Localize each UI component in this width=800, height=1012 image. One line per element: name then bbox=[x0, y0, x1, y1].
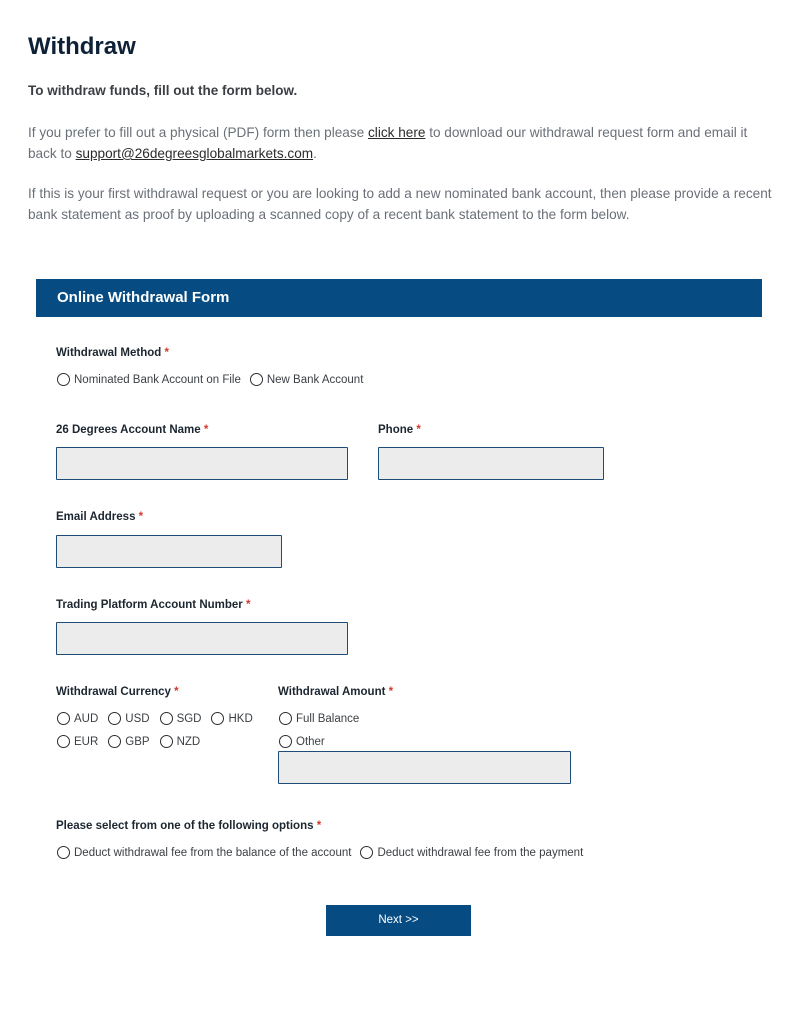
fee-option-label-text: Please select from one of the following options bbox=[56, 820, 314, 832]
phone-input[interactable] bbox=[378, 447, 604, 480]
currency-label bbox=[56, 686, 179, 698]
radio-sgd[interactable] bbox=[160, 712, 202, 725]
trading-account-label bbox=[56, 599, 250, 611]
radio-nzd[interactable] bbox=[160, 735, 201, 748]
withdrawal-method-label-text: Withdrawal Method bbox=[56, 347, 162, 359]
required-mark: * bbox=[164, 347, 169, 359]
radio-circle[interactable] bbox=[279, 735, 292, 748]
radio-aud[interactable] bbox=[57, 712, 98, 725]
amount-label-text: Withdrawal Amount bbox=[278, 686, 386, 698]
account-name-input[interactable] bbox=[56, 447, 348, 480]
radio-label: Nominated Bank Account on File bbox=[74, 373, 241, 386]
radio-fee-from-payment[interactable] bbox=[360, 846, 583, 859]
amount-option-full bbox=[279, 712, 369, 725]
radio-label: USD bbox=[125, 712, 150, 725]
account-name-label-text: 26 Degrees Account Name bbox=[56, 424, 201, 436]
radio-label: GBP bbox=[125, 735, 150, 748]
radio-circle[interactable] bbox=[160, 735, 173, 748]
required-mark: * bbox=[316, 820, 322, 832]
radio-new-bank[interactable] bbox=[250, 373, 364, 386]
support-email-link[interactable]: support@26degreesglobalmarkets.com bbox=[75, 146, 314, 161]
radio-label: Other bbox=[296, 735, 325, 748]
radio-usd[interactable] bbox=[108, 712, 149, 725]
radio-label: EUR bbox=[74, 735, 99, 748]
page-title: Withdraw bbox=[28, 33, 136, 60]
radio-label: AUD bbox=[74, 712, 99, 725]
pdf-form-paragraph bbox=[28, 122, 778, 164]
radio-label: Full Balance bbox=[296, 712, 360, 725]
account-name-label bbox=[56, 424, 208, 436]
radio-label: Deduct withdrawal fee from the payment bbox=[377, 846, 584, 859]
amount-label bbox=[278, 686, 393, 698]
radio-circle[interactable] bbox=[57, 846, 70, 859]
radio-circle[interactable] bbox=[211, 712, 224, 725]
email-label-text: Email Address bbox=[56, 511, 136, 523]
radio-hkd[interactable] bbox=[211, 712, 252, 725]
required-mark: * bbox=[388, 686, 394, 698]
required-mark: * bbox=[203, 424, 209, 436]
radio-circle[interactable] bbox=[279, 712, 292, 725]
withdrawal-method-label bbox=[56, 347, 169, 359]
bank-statement-paragraph: If this is your first withdrawal request or you are looking to add a new nominated bank account, then please provide a recent bank statement as proof by uploading a scanned copy of a recent bank statement to the form below. bbox=[28, 186, 772, 222]
radio-label: New Bank Account bbox=[266, 373, 364, 386]
radio-circle[interactable] bbox=[160, 712, 173, 725]
radio-circle[interactable] bbox=[57, 712, 70, 725]
required-mark: * bbox=[138, 511, 144, 523]
radio-eur[interactable] bbox=[57, 735, 98, 748]
form-title: Online Withdrawal Form bbox=[57, 289, 230, 306]
next-button[interactable]: Next >> bbox=[326, 905, 471, 936]
radio-fee-from-balance[interactable] bbox=[57, 846, 351, 859]
radio-circle[interactable] bbox=[360, 846, 373, 859]
radio-label: HKD bbox=[228, 712, 253, 725]
other-amount-input[interactable] bbox=[278, 751, 571, 784]
radio-circle[interactable] bbox=[108, 735, 121, 748]
click-here-link[interactable]: click here bbox=[368, 125, 426, 140]
radio-nominated-bank[interactable] bbox=[57, 373, 241, 386]
intro-text: To withdraw funds, fill out the form below. bbox=[28, 83, 298, 98]
phone-label bbox=[378, 424, 421, 436]
required-mark: * bbox=[174, 686, 179, 698]
pdf-text-before: If you prefer to fill out a physical (PDF) form then please bbox=[28, 125, 368, 140]
radio-gbp[interactable] bbox=[108, 735, 149, 748]
form-header bbox=[36, 279, 762, 317]
pdf-text-middle: to download our withdrawal request form and email it back to bbox=[28, 125, 748, 161]
amount-option-other bbox=[279, 735, 335, 748]
radio-label: SGD bbox=[176, 712, 202, 725]
radio-label: NZD bbox=[176, 735, 201, 748]
currency-options-row2 bbox=[57, 735, 210, 748]
fee-options bbox=[57, 846, 593, 859]
withdrawal-method-options bbox=[57, 373, 373, 386]
radio-circle[interactable] bbox=[57, 373, 70, 386]
radio-other[interactable] bbox=[279, 735, 325, 748]
radio-label: Deduct withdrawal fee from the balance of the account bbox=[74, 846, 352, 859]
trading-account-label-text: Trading Platform Account Number bbox=[56, 599, 243, 611]
email-input[interactable] bbox=[56, 535, 282, 568]
radio-circle[interactable] bbox=[57, 735, 70, 748]
trading-account-input[interactable] bbox=[56, 622, 348, 655]
pdf-text-after: . bbox=[313, 146, 317, 161]
email-label bbox=[56, 511, 143, 523]
currency-options-row1 bbox=[57, 712, 263, 725]
currency-label-text: Withdrawal Currency bbox=[56, 686, 171, 698]
radio-full-balance[interactable] bbox=[279, 712, 359, 725]
phone-label-text: Phone bbox=[378, 424, 414, 436]
required-mark: * bbox=[416, 424, 421, 436]
radio-circle[interactable] bbox=[108, 712, 121, 725]
radio-circle[interactable] bbox=[250, 373, 263, 386]
required-mark: * bbox=[246, 599, 251, 611]
fee-option-label bbox=[56, 820, 321, 832]
